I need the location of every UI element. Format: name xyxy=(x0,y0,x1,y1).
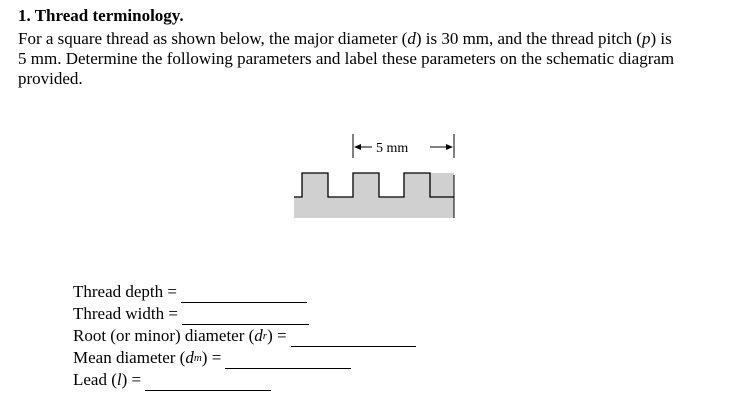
answer-root-diameter xyxy=(73,325,416,347)
answer-label: Root (or minor) diameter ( xyxy=(73,326,255,345)
problem-number: 1. xyxy=(18,6,31,25)
pitch-arrowhead-left xyxy=(354,144,361,150)
answer-label: Thread width = xyxy=(73,304,178,323)
answer-blank-thread-depth[interactable] xyxy=(181,286,307,303)
answer-label: ) = xyxy=(267,326,287,345)
variable-d: d xyxy=(254,326,263,345)
statement-line-1 xyxy=(18,29,718,49)
statement-text: For a square thread as shown below, the major diameter ( xyxy=(18,29,408,48)
answer-blank-lead[interactable] xyxy=(145,374,271,391)
answer-thread-depth xyxy=(73,281,416,303)
statement-text: ) is 30 mm, and the thread pitch ( xyxy=(415,29,642,48)
variable-d: d xyxy=(407,29,416,48)
answer-blank-thread-width[interactable] xyxy=(182,308,309,325)
problem-title-text: Thread terminology. xyxy=(34,6,184,25)
answer-blank-root-diameter[interactable] xyxy=(291,330,416,347)
variable-d: d xyxy=(185,348,194,367)
answer-thread-width xyxy=(73,303,416,325)
pitch-label: 5 mm xyxy=(376,141,409,156)
subscript-m: m xyxy=(193,352,202,364)
problem-title xyxy=(18,6,184,26)
variable-p: p xyxy=(641,29,651,48)
statement-text: ) is xyxy=(650,29,672,48)
problem-statement xyxy=(18,29,718,89)
answer-mean-diameter xyxy=(73,347,416,369)
answer-label: Mean diameter ( xyxy=(73,348,186,367)
answer-label: Thread depth = xyxy=(73,282,177,301)
pitch-arrowhead-right xyxy=(446,144,453,150)
subscript-r: r xyxy=(262,330,268,342)
answer-label: ) = xyxy=(121,370,142,389)
statement-line-3: provided. xyxy=(18,69,83,88)
square-thread-diagram xyxy=(290,125,470,225)
answer-label: ) = xyxy=(201,348,222,367)
statement-line-2: 5 mm. Determine the following parameters and label these parameters on the schematic diagram xyxy=(18,49,675,68)
answer-list xyxy=(73,281,416,391)
answer-lead xyxy=(73,369,416,391)
variable-l: l xyxy=(116,370,122,389)
answer-blank-mean-diameter[interactable] xyxy=(225,352,351,369)
answer-label: Lead ( xyxy=(73,370,117,389)
